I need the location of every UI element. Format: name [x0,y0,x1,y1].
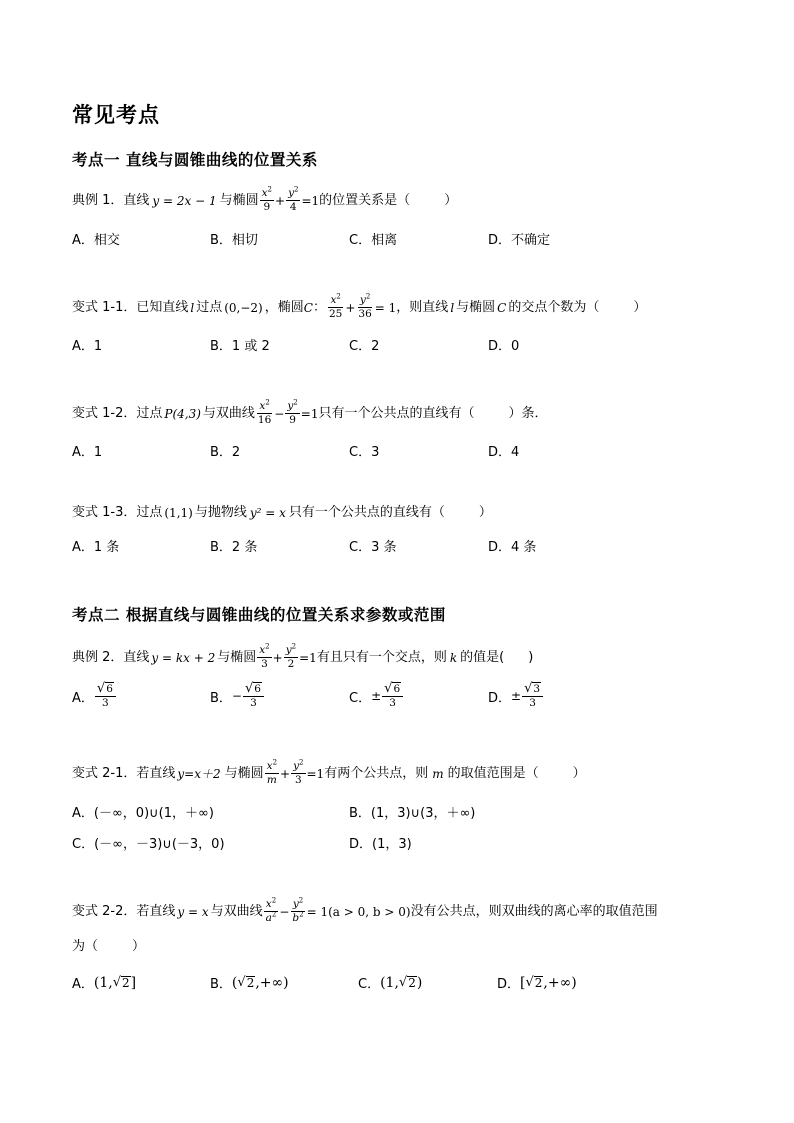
q3-point: P(4,3) [164,406,201,421]
q4-t1: 与抛物线 [194,505,247,520]
q3-t2: 只有一个公共点的直线有（ [318,405,475,421]
q5-ellipse-frac-x: $\frac{x^2}{3}$ [259,642,270,670]
q2-t2: ，椭圆 [264,299,304,315]
q5-option-a [72,682,117,710]
q5-t3: 的值是( [460,649,505,665]
q4-t2: 只有一个公共点的直线有（ [288,505,445,520]
q4-option-d: D．4 条 [488,540,537,555]
section-heading-1: 考点一 直线与圆锥曲线的位置关系 [72,151,318,169]
q5-option-b-value: √ 6 3 [243,682,264,710]
q2-option-b: B．1 或 2 [210,339,270,354]
q3-option-b: B．2 [210,445,241,460]
q7-prefix: 变式 2-2．若直线 [72,903,176,919]
q5-close: ) [528,649,534,665]
question-variant-1-2: 变式 1-2．过点 P(4,3) 与双曲线 $\frac{x^2}{16}$ − $\frac{y^2}{9}$ =1 只有一个公共点的直线有（ ）条． [72,398,548,426]
section-heading-2: 考点二 根据直线与圆锥曲线的位置关系求参数或范围 [72,606,446,624]
q7-hyperbola-frac-x: $\frac{x^2}{a^2}$ [265,896,277,924]
question-variant-2-2-line2 [72,935,145,959]
q2-close: ） [633,299,647,315]
q5-t1: 与椭圆 [217,649,257,665]
q7-hyperbola-frac-y: $\frac{y^2}{b^2}$ [292,896,304,924]
q3-option-c: C．3 [349,445,380,460]
q1-close: ） [444,192,458,208]
q2-ellipse-c-2: C [497,300,507,315]
q2-point: (0,−2) [224,300,263,315]
q2-option-a: A．1 [72,339,103,354]
question-variant-2-2: 变式 2-2．若直线 y = x 与双曲线 $\frac{x^2}{a^2}$ − $\frac{y^2}{b^2}$ = 1(a > 0, b > 0) 没有公共点，则双曲线的离心率的取值范围 [72,896,658,924]
q2-t3: ，则直线 [396,299,449,315]
q4-option-c: C．3 条 [349,540,397,555]
q2-prefix: 变式 1-1．已知直线 [72,299,189,315]
q3-hyperbola-frac-x: $\frac{x^2}{16}$ [257,398,272,426]
q4-parabola-equation: y² = x [249,506,286,520]
q4-option-b: B．2 条 [210,540,258,555]
q6-option-d: D．(1，3) [349,837,412,852]
q6-line-equation: y=x＋2 [177,766,221,781]
q1-ellipse-frac-x: $\frac{x^2}{9}$ [261,185,272,213]
q6-ellipse-frac-y: $\frac{y^2}{3}$ [293,758,304,786]
q5-prefix: 典例 2．直线 [72,649,150,665]
q5-option-a-value: √ 6 3 [95,682,116,710]
question-variant-1-3 [72,501,492,525]
q3-close: ）条． [508,405,548,421]
q4-close: ） [478,505,492,520]
q7-option-a: A． (1, √ 2 ] [72,974,137,992]
q7-line-equation: y = x [177,904,209,919]
q5-option-b: B． − √ 6 3 [210,682,265,710]
q5-option-d-label: D． [488,690,512,706]
q5-option-c-value: √ 6 3 [382,682,403,710]
q6-t1: 与椭圆 [224,765,264,781]
q7-option-b-label: B． [210,977,232,992]
q6-close: ） [572,765,586,781]
question-variant-1-1: 变式 1-1．已知直线 l 过点 (0,−2) ，椭圆 C ： $\frac{x^2}{25}$ + $\frac{y^2}{36}$ = 1 ，则直线 l 与椭圆 C 的交点个数为（ ） [72,292,647,320]
q2-ellipse-c: C [303,300,313,315]
q7-t2: 没有公共点，则双曲线的离心率的取值范围 [410,903,658,919]
q6-option-c: C．(－∞，－3)∪(－3，0) [72,837,225,852]
q2-option-d: D．0 [488,339,520,354]
q1-suffix: 的位置关系是（ [319,192,411,208]
q7-option-c: C． (1, √ 2 ) [358,974,423,992]
q1-ellipse-frac-y: $\frac{y^2}{4}$ [288,185,299,213]
q5-option-a-label: A． [72,690,94,706]
q4-option-a: A．1 条 [72,540,120,555]
q5-option-d: D． ± √ 3 3 [488,682,544,710]
q1-option-b: B．相切 [210,233,258,248]
q4-point: (1,1) [164,506,193,520]
q3-t1: 与双曲线 [202,405,255,421]
q2-colon: ： [312,299,326,315]
q6-m: m [432,766,444,781]
question-variant-2-1: 变式 2-1．若直线 y=x＋2 与椭圆 $\frac{x^2}{m}$ + $\frac{y^2}{3}$ =1 有两个公共点，则 m 的取值范围是（ ） [72,758,586,786]
q7-option-d-label: D． [497,977,521,992]
q6-option-a: A．(－∞，0)∪(1，＋∞) [72,806,214,821]
q7-condition: = 1(a > 0, b > 0) [306,904,411,919]
q7-option-d: D． [ √ 2 ,+∞) [497,974,577,992]
q7-line2: 为（ [72,939,99,954]
q7-option-a-label: A． [72,977,94,992]
q5-k: k [449,650,458,665]
q1-option-d: D．不确定 [488,233,551,248]
q5-option-c: C． ± √ 6 3 [349,682,404,710]
q6-t2: 有两个公共点，则 [324,765,429,781]
q5-option-b-label: B． [210,690,232,706]
q3-option-d: D．4 [488,445,520,460]
q4-prefix: 变式 1-3．过点 [72,505,163,520]
q2-line-l: l [190,300,195,315]
q6-option-b: B．(1，3)∪(3，＋∞) [349,806,476,821]
q5-t2: 有且只有一个交点，则 [316,649,447,665]
q6-t3: 的取值范围是（ [447,765,539,781]
q1-mid: 与椭圆 [219,192,259,208]
page-title: 常见考点 [72,103,160,127]
q3-option-a: A．1 [72,445,103,460]
q5-ellipse-frac-y: $\frac{y^2}{2}$ [285,642,297,670]
q6-prefix: 变式 2-1．若直线 [72,765,176,781]
q1-prefix: 典例 1．直线 [72,192,150,208]
question-example-2: 典例 2．直线 y = kx + 2 与椭圆 $\frac{x^2}{3}$ + $\frac{y^2}{2}$ =1 有且只有一个交点，则 k 的值是( ) [72,642,534,670]
q1-option-a: A．相交 [72,233,120,248]
q3-hyperbola-frac-y: $\frac{y^2}{9}$ [287,398,298,426]
q5-line-equation: y = kx + 2 [151,650,216,665]
q2-option-c: C．2 [349,339,380,354]
q3-prefix: 变式 1-2．过点 [72,405,163,421]
q2-t5: 的交点个数为（ [508,299,600,315]
q1-option-c: C．相离 [349,233,398,248]
q7-option-c-label: C． [358,977,381,992]
q1-line-equation: y = 2x − 1 [152,193,217,208]
q7-t1: 与双曲线 [210,903,263,919]
q5-option-d-value: √ 3 3 [522,682,543,710]
q2-line-l-2: l [450,300,455,315]
q2-t4: 与椭圆 [456,299,496,315]
q5-option-c-label: C． [349,690,372,706]
q7-close: ） [132,939,146,954]
question-example-1: 典例 1．直线 y = 2x − 1 与椭圆 $\frac{x^2}{9}$ + $\frac{y^2}{4}$ =1 的位置关系是（ ） [72,185,458,213]
q2-ellipse-frac-y: $\frac{y^2}{36}$ [358,292,372,320]
q2-ellipse-frac-x: $\frac{x^2}{25}$ [328,292,343,320]
q7-option-b: B． ( √ 2 ,+∞) [210,974,289,992]
q2-t1: 过点 [196,299,223,315]
q6-ellipse-frac-x: $\frac{x^2}{m}$ [266,758,278,786]
